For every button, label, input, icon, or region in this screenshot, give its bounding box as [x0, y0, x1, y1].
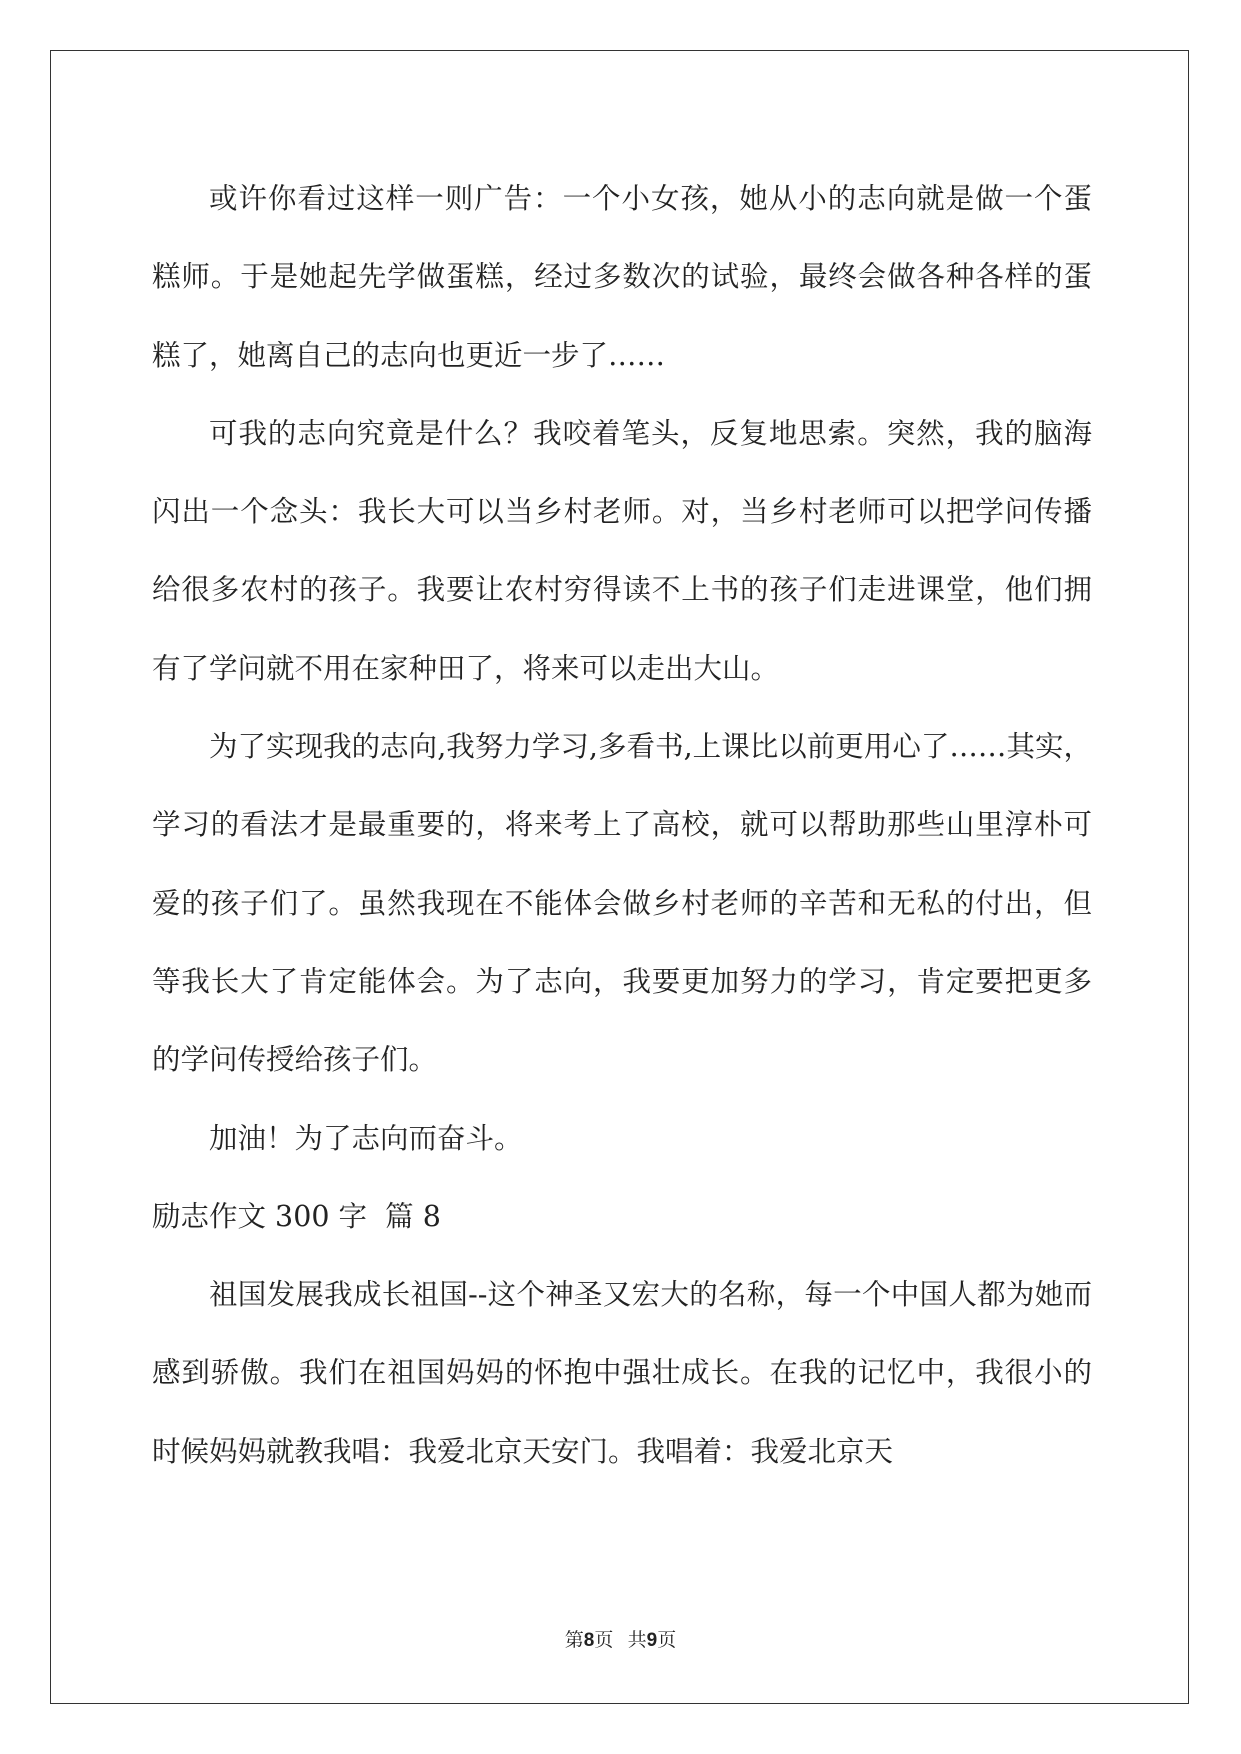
page-suffix: 页: [594, 1630, 614, 1651]
paragraph: 或许你看过这样一则广告：一个小女孩，她从小的志向就是做一个蛋糕师。于是她起先学做蛋糕，经过多数次的试验，最终会做各种各样的蛋糕了，她离自己的志向也更近一步了……: [152, 182, 1092, 372]
paragraph: 为了实现我的志向,我努力学习,多看书,上课比以前更用心了……其实，学习的看法才是最重要的，将来考上了高校，就可以帮助那些山里淳朴可爱的孩子们了。虽然我现在不能体会做乡村老师的辛苦和无私的付出，但等我长大了肯定能体会。为了志向，我要更加努力的学习，肯定要把更多的学问传授给孩子们。: [152, 730, 1092, 1077]
total-prefix: 共: [627, 1630, 647, 1651]
paragraph: 可我的志向究竟是什么？我咬着笔头，反复地思索。突然，我的脑海闪出一个念头：我长大可以当乡村老师。对，当乡村老师可以把学问传播给很多农村的孩子。我要让农村穷得读不上书的孩子们走进课堂，他们拥有了学问就不用在家种田了，将来可以走出大山。: [152, 416, 1092, 685]
section-heading: 励志作文 300 字 篇 8: [152, 1199, 441, 1233]
paragraph: 祖国发展我成长祖国--这个神圣又宏大的名称，每一个中国人都为她而感到骄傲。我们在祖国妈妈的怀抱中强壮成长。在我的记忆中，我很小的时候妈妈就教我唱：我爱北京天安门。我唱着：我爱北京天: [152, 1278, 1092, 1468]
page-number: 8: [583, 1630, 595, 1651]
total-suffix: 页: [657, 1630, 677, 1651]
page-footer: [0, 1625, 1241, 1652]
page-prefix: 第: [564, 1630, 584, 1651]
paragraph: 加油！为了志向而奋斗。: [209, 1121, 523, 1155]
total-pages: 9: [646, 1630, 658, 1651]
document-body: [152, 160, 1092, 1491]
